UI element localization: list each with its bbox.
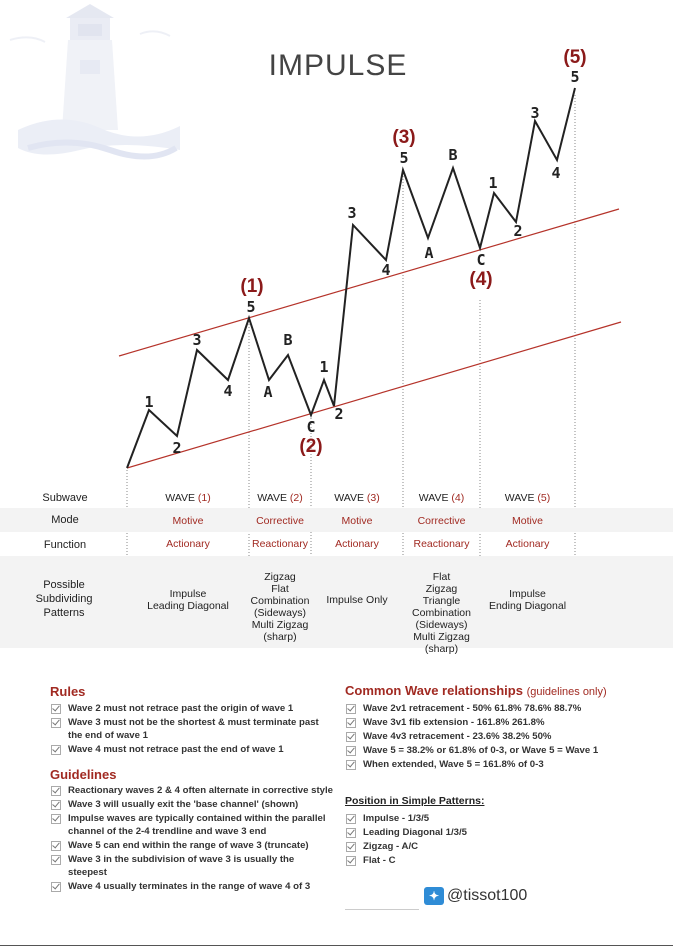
- wave-label: 2: [172, 439, 182, 457]
- subwave-header-1: WAVE (1): [165, 492, 211, 504]
- patterns-cell-5: Impulse Ending Diagonal: [488, 588, 567, 612]
- checkbox-icon: [51, 786, 61, 796]
- list-item: Wave 4v3 retracement - 23.6% 38.2% 50%: [345, 730, 635, 743]
- page-title: IMPULSE: [268, 49, 408, 82]
- list-item: Wave 3 in the subdivision of wave 3 is usually the steepest: [50, 853, 335, 879]
- wave-label: 2: [334, 405, 344, 423]
- wave-label: 3: [530, 104, 540, 122]
- checkbox-icon: [51, 745, 61, 755]
- guidelines-title: Guidelines: [50, 767, 117, 782]
- patterns-cell-3: Impulse Only: [326, 594, 388, 606]
- checkbox-icon: [346, 746, 356, 756]
- rules-list: [50, 702, 335, 757]
- wave-label: B: [448, 146, 458, 164]
- patterns-cell-4: Flat Zigzag Triangle Combination (Sideways) Multi Zigzag (sharp): [412, 571, 471, 655]
- checkbox-icon: [346, 760, 356, 770]
- list-item: Impulse waves are typically contained within the parallel channel of the 2-4 trendline and wave 3 end: [50, 812, 335, 838]
- checkbox-icon: [51, 882, 61, 892]
- row-label-patterns: Possible Subdividing Patterns: [35, 579, 93, 619]
- degree-label: (3): [392, 127, 416, 148]
- degree-label: (5): [563, 47, 587, 68]
- list-item: Wave 3 must not be the shortest & must terminate past the end of wave 1: [50, 716, 335, 742]
- wave-label: B: [283, 331, 293, 349]
- list-item: Wave 5 can end within the range of wave 3 (truncate): [50, 839, 335, 852]
- wave-label: C: [306, 418, 316, 436]
- mode-cell-5: Motive: [512, 515, 543, 527]
- function-cell-2: Reactionary: [251, 538, 309, 550]
- positions-title: Position in Simple Patterns:: [345, 795, 485, 807]
- row-label-subwave: Subwave: [42, 492, 88, 504]
- wave-label: 3: [192, 331, 202, 349]
- patterns-cell-1: Impulse Leading Diagonal: [147, 588, 229, 612]
- checkbox-icon: [51, 814, 61, 824]
- wave-label: 3: [347, 204, 357, 222]
- twitter-bird-icon: ✦: [424, 887, 444, 905]
- list-item: Impulse - 1/3/5: [345, 812, 635, 825]
- list-item: When extended, Wave 5 = 161.8% of 0-3: [345, 758, 635, 771]
- wave-label: 1: [144, 393, 154, 411]
- wave-label: 2: [513, 222, 523, 240]
- wave-label: C: [476, 251, 486, 269]
- wave-label: 5: [570, 68, 580, 86]
- list-item: Wave 2 must not retrace past the origin of wave 1: [50, 702, 335, 715]
- mode-cell-3: Motive: [341, 515, 373, 527]
- wave-label: 1: [488, 174, 498, 192]
- function-cell-3: Actionary: [335, 538, 379, 550]
- list-item: Reactionary waves 2 & 4 often alternate in corrective style: [50, 784, 335, 797]
- bottom-border: [0, 945, 673, 946]
- mode-cell-2: Corrective: [256, 515, 304, 527]
- checkbox-icon: [51, 718, 61, 728]
- list-item: Wave 2v1 retracement - 50% 61.8% 78.6% 88.7%: [345, 702, 635, 715]
- patterns-cell-2: Zigzag Flat Combination (Sideways) Multi Zigzag (sharp): [250, 571, 310, 643]
- function-cell-1: Actionary: [166, 538, 210, 550]
- list-item: Zigzag - A/C: [345, 840, 635, 853]
- checkbox-icon: [346, 732, 356, 742]
- subwave-header-4: WAVE (4): [418, 492, 465, 504]
- wave-label: 4: [223, 382, 233, 400]
- degree-label: (2): [299, 436, 323, 457]
- checkbox-icon: [346, 704, 356, 714]
- list-item: Leading Diagonal 1/3/5: [345, 826, 635, 839]
- degree-label: (4): [469, 269, 493, 290]
- list-item: Wave 3 will usually exit the 'base channel' (shown): [50, 798, 335, 811]
- checkbox-icon: [346, 856, 356, 866]
- twitter-handle-text: @tissot100: [447, 887, 528, 904]
- wave-label: 5: [246, 298, 256, 316]
- checkbox-icon: [51, 841, 61, 851]
- positions-list: [345, 812, 635, 868]
- wave-label: 4: [551, 164, 561, 182]
- mode-cell-4: Corrective: [417, 515, 466, 527]
- list-item: Wave 3v1 fib extension - 161.8% 261.8%: [345, 716, 635, 729]
- checkbox-icon: [346, 814, 356, 824]
- lighthouse-logo: [10, 4, 180, 157]
- wave-label: A: [263, 383, 273, 401]
- row-label-mode: Mode: [51, 514, 79, 526]
- function-cell-4: Reactionary: [413, 538, 470, 550]
- list-item: Wave 4 usually terminates in the range of wave 4 of 3: [50, 880, 335, 893]
- wave-label: 4: [381, 261, 391, 279]
- subwave-header-2: WAVE (2): [257, 492, 303, 504]
- list-item: Flat - C: [345, 854, 635, 867]
- subwave-header-3: WAVE (3): [334, 492, 380, 504]
- relationships-title: Common Wave relationships (guidelines only): [345, 683, 607, 698]
- checkbox-icon: [346, 828, 356, 838]
- checkbox-icon: [346, 842, 356, 852]
- twitter-handle[interactable]: [424, 887, 527, 905]
- rules-title: Rules: [50, 684, 86, 699]
- list-item: Wave 4 must not retrace past the end of wave 1: [50, 743, 335, 756]
- checkbox-icon: [346, 718, 356, 728]
- function-cell-5: Actionary: [505, 538, 550, 550]
- mode-cell-1: Motive: [172, 515, 204, 527]
- guidelines-list: [50, 784, 335, 894]
- relationships-list: [345, 702, 635, 772]
- wave-label: 1: [319, 358, 329, 376]
- row-label-function: Function: [43, 539, 87, 551]
- list-item: Wave 5 = 38.2% or 61.8% of 0-3, or Wave 5 = Wave 1: [345, 744, 635, 757]
- degree-label: (1): [240, 276, 264, 297]
- subwave-header-5: WAVE (5): [504, 492, 551, 504]
- wave-label: 5: [399, 149, 409, 167]
- checkbox-icon: [51, 800, 61, 810]
- wave-label: A: [424, 244, 434, 262]
- wave-path: [127, 88, 575, 468]
- checkbox-icon: [51, 704, 61, 714]
- checkbox-icon: [51, 855, 61, 865]
- signature-line: [345, 909, 419, 910]
